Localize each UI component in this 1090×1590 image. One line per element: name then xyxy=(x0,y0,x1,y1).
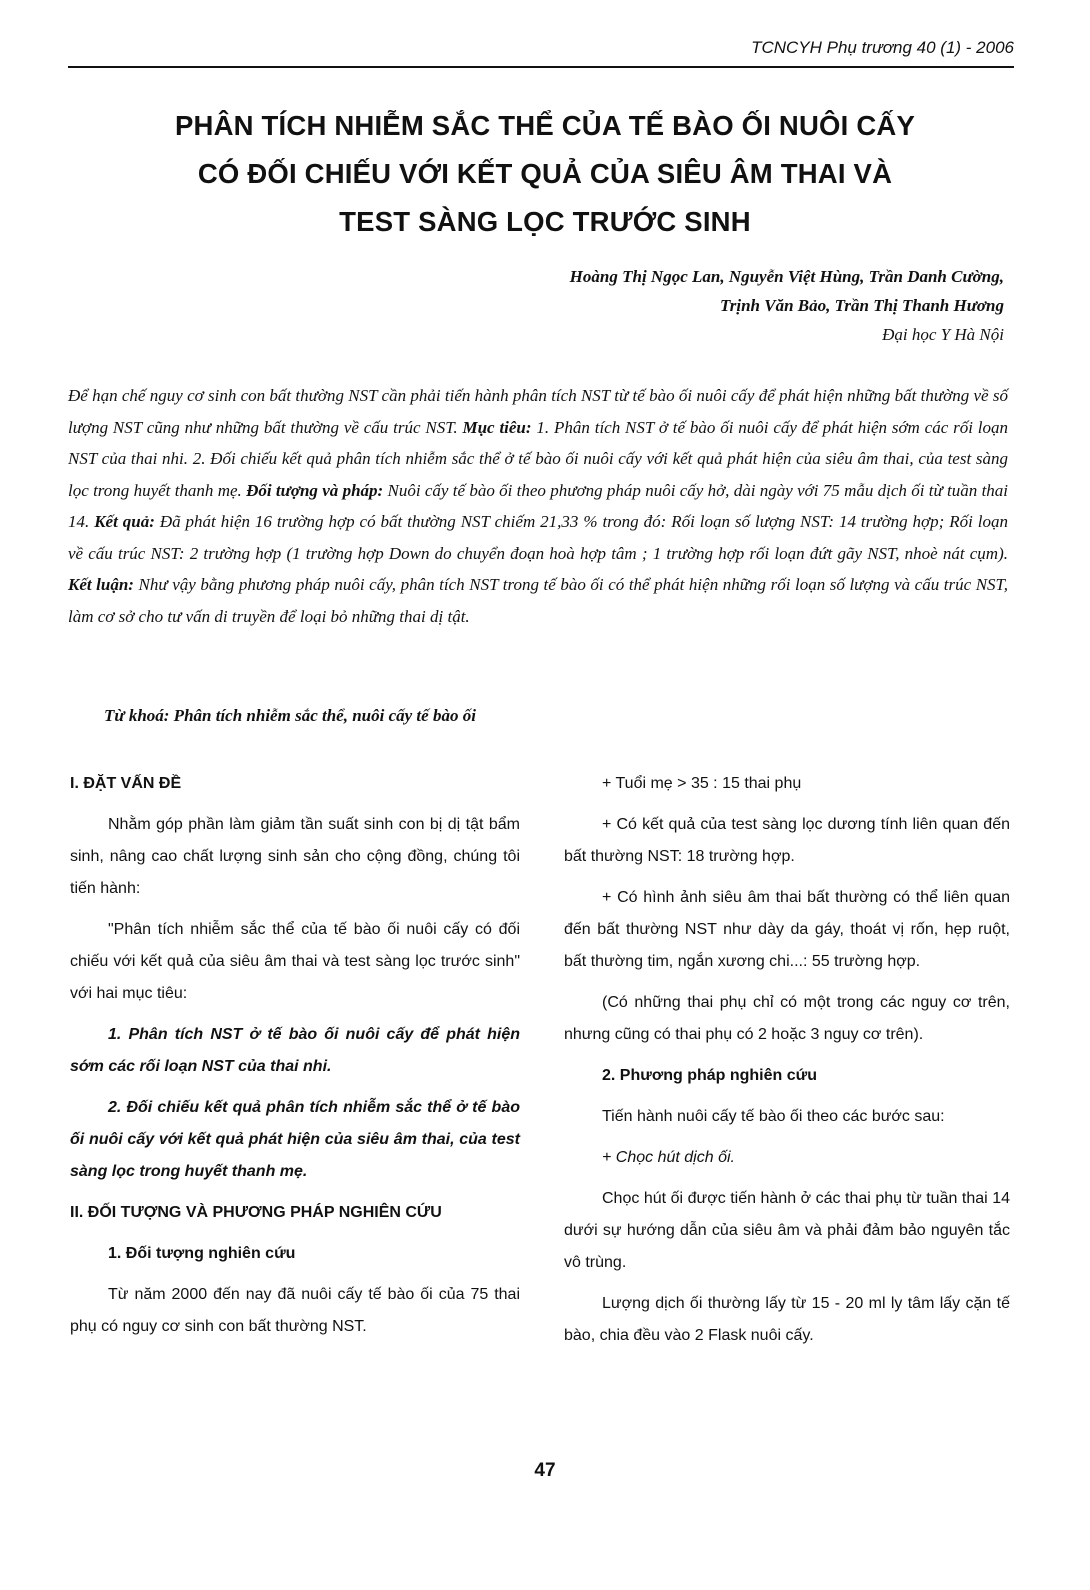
journal-citation: TCNCYH Phụ trương 40 (1) - 2006 xyxy=(751,38,1014,57)
title-line-1: PHÂN TÍCH NHIỄM SẮC THỂ CỦA TẾ BÀO ỐI NUÔI CẤY xyxy=(174,110,915,141)
journal-header xyxy=(68,38,1014,68)
authors-line-2: Trịnh Văn Bảo, Trần Thị Thanh Hương xyxy=(719,296,1004,315)
results-text: Đã phát hiện 16 trường hợp có bất thường NST chiếm 21,33 % trong đó: Rối loạn số lượng NST: 14 trường hợp; Rối loạn về cấu trúc NST: 2 trường hợp (1 trường hợp Down do chuyển đoạn hoà hợp tâm ; 1 trường hợp rối loạn đứt gãy NST, nhoè nát cụm). xyxy=(68,512,1009,563)
subjects-paragraph: Từ năm 2000 đến nay đã nuôi cấy tế bào ối của 75 thai phụ có nguy cơ sinh con bất thường NST. xyxy=(70,1286,520,1335)
article-title xyxy=(70,102,1020,246)
title-line-2: CÓ ĐỐI CHIẾU VỚI KẾT QUẢ CỦA SIÊU ÂM THAI VÀ xyxy=(197,158,893,189)
abstract xyxy=(68,380,1008,632)
methods-label: Đối tượng và pháp: xyxy=(246,480,384,500)
title-line-3: TEST SÀNG LỌC TRƯỚC SINH xyxy=(339,206,751,237)
methods-text: Nuôi cấy tế bào ối theo phương pháp nuôi cấy hở, dài ngày với 75 mẫu dịch ối từ tuần thai 14. xyxy=(68,480,1009,531)
puncture-paragraph: Chọc hút ối được tiến hành ở các thai phụ từ tuần thai 14 dưới sự hướng dẫn của siêu âm và phải đảm bảo nguyên tắc vô trùng. xyxy=(564,1190,1010,1271)
criterion-age: + Tuổi mẹ > 35 : 15 thai phụ xyxy=(602,775,802,792)
section-heading-methods: II. ĐỐI TƯỢNG VÀ PHƯƠNG PHÁP NGHIÊN CỨU xyxy=(70,1204,442,1221)
keywords: Từ khoá: Phân tích nhiễm sắc thể, nuôi cấy tế bào ối xyxy=(104,706,476,725)
author-block xyxy=(570,262,1004,349)
page-number: 47 xyxy=(534,1460,556,1481)
amount-paragraph: Lượng dịch ối thường lấy từ 15 - 20 ml ly tâm lấy cặn tế bào, chia đều vào 2 Flask nuôi cấy. xyxy=(564,1295,1010,1344)
step-puncture: + Chọc hút dịch ối. xyxy=(602,1149,735,1166)
intro-paragraph: Nhằm góp phần làm giảm tần suất sinh con bị dị tật bẩm sinh, nâng cao chất lượng sinh sản cho cộng đồng, chúng tôi tiến hành: xyxy=(70,816,520,897)
section-heading-introduction: I. ĐẶT VẤN ĐỀ xyxy=(70,775,182,792)
goal-1: 1. Phân tích NST ở tế bào ối nuôi cấy để phát hiện sớm các rối loạn NST của thai nhi. xyxy=(70,1026,520,1075)
results-label: Kết quả: xyxy=(94,512,155,531)
goal-2: 2. Đối chiếu kết quả phân tích nhiễm sắc thể ở tế bào ối nuôi cấy với kết quả phát hiện của siêu âm thai, của test sàng lọc trong huyết thanh mẹ. xyxy=(70,1099,520,1180)
affiliation: Đại học Y Hà Nội xyxy=(882,325,1004,344)
conclusion-label: Kết luận: xyxy=(68,575,134,594)
criterion-screening-test: + Có kết quả của test sàng lọc dương tính liên quan đến bất thường NST: 18 trường hợp. xyxy=(564,816,1010,865)
steps-intro: Tiến hành nuôi cấy tế bào ối theo các bước sau: xyxy=(602,1108,945,1125)
left-column xyxy=(70,768,520,1352)
criterion-ultrasound: + Có hình ảnh siêu âm thai bất thường có thể liên quan đến bất thường NST như dày da gáy, thoát vị rốn, hẹp ruột, bất thường tim, ngắn xương chi...: 55 trường hợp. xyxy=(564,889,1010,970)
abstract-intro: Để hạn chế nguy cơ sinh con bất thường NST cần phải tiến hành phân tích NST từ tế bào ối nuôi cấy để phát hiện những bất thường về số lượng NST cũng như những bất thường về cấu trúc NST. xyxy=(68,386,1008,437)
authors-line-1: Hoàng Thị Ngọc Lan, Nguyễn Việt Hùng, Trần Danh Cường, xyxy=(569,267,1004,286)
conclusion-text: Như vậy bằng phương pháp nuôi cấy, phân tích NST trong tế bào ối có thể phát hiện những rối loạn số lượng và cấu trúc NST, làm cơ sở cho tư vấn di truyền để loại bỏ những thai dị tật. xyxy=(68,575,1008,626)
risk-note: (Có những thai phụ chỉ có một trong các nguy cơ trên, nhưng cũng có thai phụ có 2 hoặc 3 nguy cơ trên). xyxy=(564,994,1010,1043)
right-column xyxy=(564,768,1010,1361)
subsection-heading-subjects: 1. Đối tượng nghiên cứu xyxy=(108,1245,296,1262)
study-title-paragraph: "Phân tích nhiễm sắc thể của tế bào ối nuôi cấy có đối chiếu với kết quả của siêu âm thai và test sàng lọc trước sinh" với hai mục tiêu: xyxy=(70,921,520,1002)
objective-text: 1. Phân tích NST ở tế bào ối nuôi cấy để phát hiện sớm các rối loạn NST của thai nhi. 2. Đối chiếu kết quả phân tích nhiễm sắc thể ở tế bào ối nuôi cấy với kết quả phát hiện của siêu âm thai, của test sàng lọc trong huyết thanh mẹ. xyxy=(68,417,1008,500)
subsection-heading-methods: 2. Phương pháp nghiên cứu xyxy=(602,1067,817,1084)
objective-label: Mục tiêu: xyxy=(462,417,532,437)
